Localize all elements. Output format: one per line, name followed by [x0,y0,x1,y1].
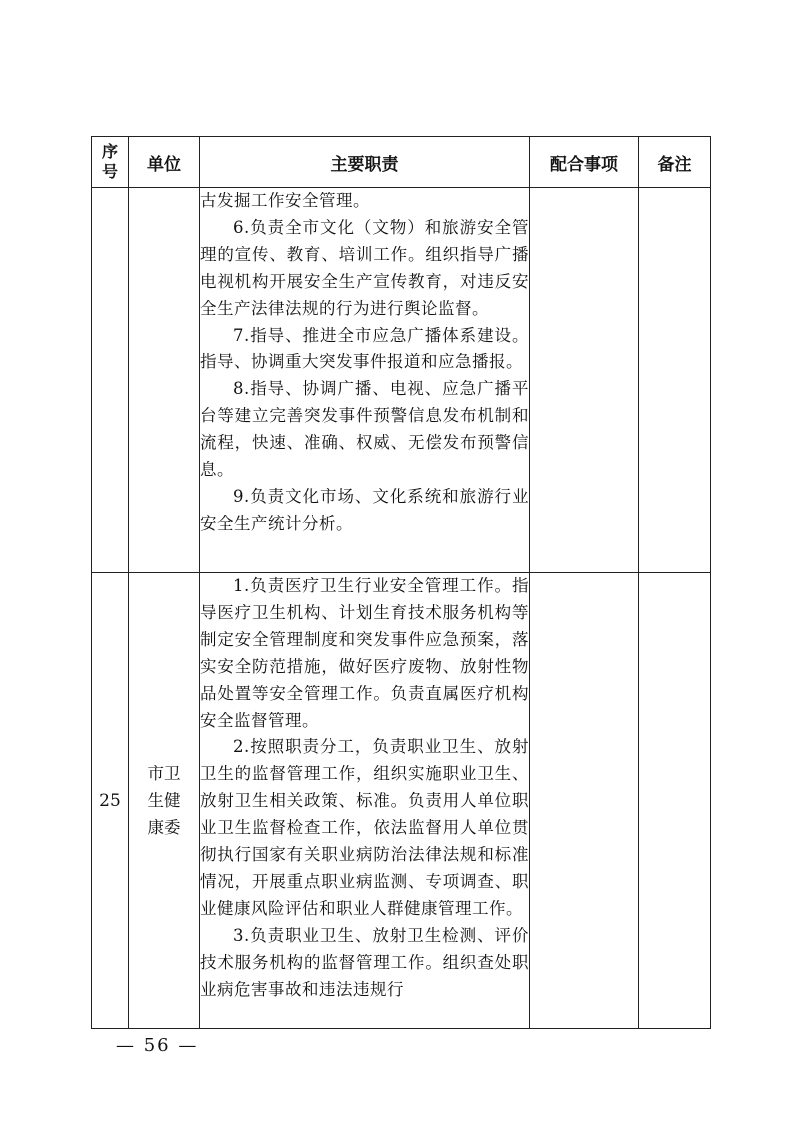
duty-paragraph: 1.负责医疗卫生行业安全管理工作。指导医疗卫生机构、计划生育技术服务机构等制定安全管理制度和突发事件应急预案，落实安全防范措施，做好医疗废物、放射性物品处置等安全管理工作。负责直属医疗机构安全监督管理。 [200,576,529,730]
cell-main-duties [200,188,530,573]
cell-cooperation [530,188,639,573]
cell-serial-number [92,188,129,573]
cell-unit: 市卫 生健 康委 [129,573,200,1029]
duty-paragraph: 3.负责职业卫生、放射卫生检测、评价技术服务机构的监督管理工作。组织查处职业病危害事故和违法违规行 [200,925,529,999]
cell-remarks [639,573,711,1029]
duty-table [91,136,711,1029]
header-cooperation: 配合事项 [530,137,639,188]
duty-paragraph: 9.负责文化市场、文化系统和旅游行业安全生产统计分析。 [200,486,529,533]
table-row [92,573,711,1029]
cell-remarks [639,188,711,573]
duty-paragraph: 6.负责全市文化（文物）和旅游安全管理的宣传、教育、培训工作。组织指导广播电视机构开展安全生产宣传教育，对违反安全生产法律法规的行为进行舆论监督。 [200,217,529,318]
cell-unit [129,188,200,573]
table-header-row [92,137,711,188]
header-serial-number: 序 号 [92,137,129,188]
cell-main-duties [200,573,530,1029]
cell-cooperation [530,573,639,1029]
header-remarks: 备注 [639,137,711,188]
duty-paragraph: 8.指导、协调广播、电视、应急广播平台等建立完善突发事件预警信息发布机制和流程，快速、准确、权威、无偿发布预警信息。 [200,379,529,480]
duty-paragraph: 古发掘工作安全管理。 [200,191,370,210]
header-unit: 单位 [129,137,200,188]
duty-paragraph: 7.指导、推进全市应急广播体系建设。指导、协调重大突发事件报道和应急播报。 [200,325,529,372]
duty-paragraph: 2.按照职责分工，负责职业卫生、放射卫生的监督管理工作，组织实施职业卫生、放射卫生相关政策、标准。负责用人单位职业卫生监督检查工作，依法监督用人单位贯彻执行国家有关职业病防治法律法规和标准情况，开展重点职业病监测、专项调查、职业健康风险评估和职业人群健康管理工作。 [200,737,529,918]
header-main-duties: 主要职责 [200,137,530,188]
table-row [92,188,711,573]
cell-serial-number: 25 [92,573,129,1029]
page-number: — 56 — [116,1035,199,1056]
